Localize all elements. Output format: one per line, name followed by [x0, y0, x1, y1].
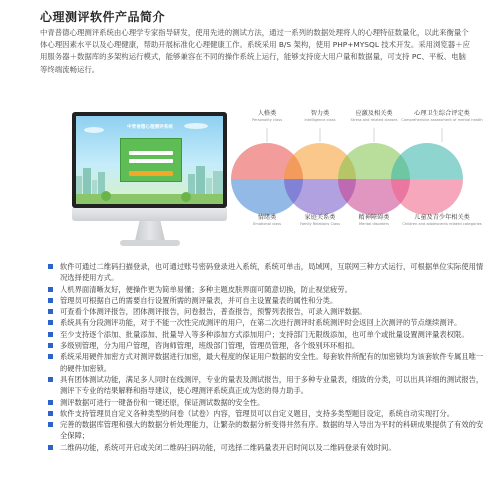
feature-item — [48, 374, 488, 397]
bullet-square-icon — [48, 411, 53, 416]
feature-item — [48, 419, 488, 442]
bullet-square-icon — [48, 309, 53, 314]
feature-item — [48, 408, 488, 419]
feature-text: 管理员可根据自己的需要自行设置所需的测评量表，并可自主设置量表的属性和分类。 — [60, 295, 338, 305]
category-diagram — [222, 108, 500, 244]
label-intelligence: 智力类 Intelligence class — [304, 110, 336, 122]
feature-list — [48, 261, 488, 453]
monitor-chin — [72, 208, 227, 221]
feature-text: 软件可通过二维码扫描登录，也可通过账号密码登录进入系统，系统可单击，局域网，互联网三种方式运行，可根据单位实际使用情况选择使用方式。 — [60, 262, 484, 283]
login-button[interactable] — [129, 171, 173, 176]
monitor-base — [120, 240, 180, 246]
circle-top-half — [391, 143, 463, 179]
label-personality: 人格类 Personality class — [252, 110, 282, 122]
feature-item — [48, 284, 488, 295]
feature-text: 至少支持逐个添加、批量添加、批量导入等多种添加方式添加用户；支持部门无限级添加，也可单个或批量设置测评量表权限。 — [60, 329, 469, 339]
label-family: 家庭关系类 Family Relations Class — [300, 214, 340, 226]
feature-text: 人机界面清晰友好，便操作更为简单易懂；多种主题皮肤界面可随意切换，防止视觉疲劳。 — [60, 284, 352, 294]
monitor-illustration — [72, 112, 227, 252]
monitor-frame — [72, 112, 227, 208]
label-children: 儿童及青少年相关类 Children and adolescents related categories — [402, 214, 482, 226]
feature-text: 多级别管理，分为用户管理，咨询师管理，班级部门管理，管理员管理，各个级别环环相扣。 — [60, 341, 360, 351]
feature-item — [48, 295, 488, 306]
feature-text: 测评数据可进行一键备份和一键还原，保证测试数据的安全性。 — [60, 397, 265, 407]
password-field[interactable] — [129, 159, 173, 163]
monitor-stand — [135, 221, 165, 241]
feature-item — [48, 306, 488, 317]
username-field[interactable] — [129, 151, 173, 155]
feature-text: 具有团体测试功能，满足多人同时在线测评，专业的量表及测试报告，用于多种专业量表，细致的分类，可以出具详细的测试报告，测评下专业的结果解释和指导建议，使心理测评系统真正成为您的得力助手。 — [60, 374, 484, 396]
feature-text: 系统采用硬件加密方式对测评数据进行加密，最大程度的保证用户数据的安全性。每套软件所配有的加密锁均为该套软件专属且唯一的硬件加密锁。 — [60, 352, 484, 373]
feature-item — [48, 340, 488, 351]
bullet-square-icon — [48, 298, 53, 303]
label-emotional: 情绪类 Emotional class — [252, 214, 282, 226]
feature-item — [48, 317, 488, 328]
label-mental-disorders: 精神障碍类 Mental disorders — [358, 214, 390, 226]
feature-text: 完善的数据库管理和强大的数据分析处理能力，让繁杂的数据分析变得井然有序。数据的导入导出为平时的科研成果提供了有效的安全保障； — [60, 420, 484, 441]
screen-title: 中青普德心理测评系统 — [127, 125, 173, 130]
bullet-square-icon — [48, 343, 53, 348]
label-mental-health: 心理卫生综合评定类 Comprehensive assessment of mental health — [401, 110, 483, 122]
label-stress: 应激及相关类 Stress and related classes — [350, 110, 398, 122]
bullet-square-icon — [48, 320, 53, 325]
bullet-square-icon — [48, 354, 53, 359]
page-title: 心理测评软件产品简介 — [40, 10, 166, 24]
bullet-square-icon — [48, 332, 53, 337]
feature-text: 系统具有分段测评功能，对于不能一次性完成测评的用户，在第二次进行测评时系统测评时会返回上次测评的节点继续测评。 — [60, 318, 462, 328]
bullet-square-icon — [48, 400, 53, 405]
bullet-square-icon — [48, 287, 53, 292]
feature-item — [48, 351, 488, 374]
feature-item — [48, 329, 488, 340]
intro-paragraph: 中青普德心理测评系统由心理学专家指导研发，使用先进的测试方法，通过一系列的数据处理将人的心理特征数量化，以此来衡量个体心理因素水平以及心理健康，帮助开展标准化心理健康工作。系统采用 B/S 架构，使用 PHP+MYSQL 技术开发。采用浏览器＋应用服务器＋数据库的多架构运行模式，能够兼容在不同的操作系统上运行，能够支持庞大用户量和数据量，可支持 PC、平板、电脑等终端流畅运行。 — [40, 28, 470, 74]
bullet-square-icon — [48, 422, 53, 427]
login-panel — [120, 138, 182, 182]
feature-item — [48, 442, 488, 453]
bullet-square-icon — [48, 264, 53, 269]
feature-text: 可查看个体测评报告，团体测评报告，问卷报告，普查报告，预警列表报告，可录入测评数据。 — [60, 307, 367, 317]
feature-text: 二维码功能，系统可开启或关闭二维码扫码功能，可选择二维码量表开启时间以及二维码登录有效时间。 — [60, 442, 396, 452]
monitor-screen — [76, 116, 223, 204]
feature-item — [48, 261, 488, 284]
circle-bottom-half — [391, 179, 463, 215]
bullet-square-icon — [48, 445, 53, 450]
feature-text: 软件支持管理员自定义各种类型的问卷（试卷）内容，管理员可以自定义题目，支持多类型题目设定，系统自动实现打分。 — [60, 408, 455, 418]
feature-item — [48, 397, 488, 408]
bullet-square-icon — [48, 377, 53, 382]
